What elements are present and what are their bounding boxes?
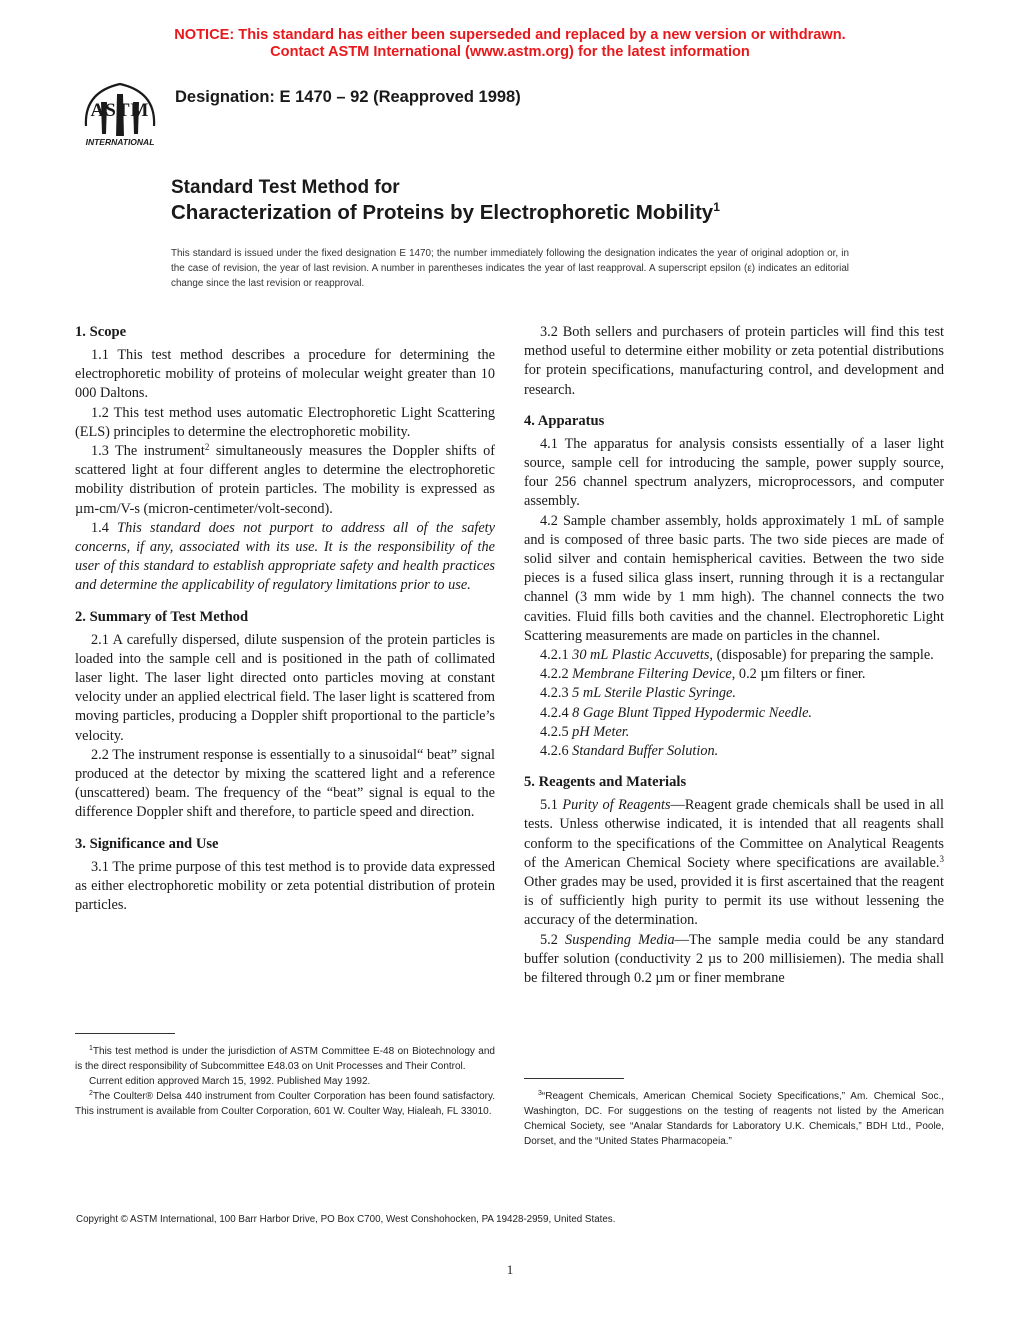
footnote-rule-right xyxy=(524,1078,624,1079)
logo-subtext: INTERNATIONAL xyxy=(85,137,155,147)
para-4-2-6-num: 4.2.6 xyxy=(540,743,569,760)
section-heading-summary: 2. Summary of Test Method xyxy=(75,608,249,625)
para-5-2-em: Suspending Media xyxy=(565,931,675,948)
para-4-2-2-em: Membrane Filtering Device, xyxy=(572,666,736,683)
para-4-2-1-em: 30 mL Plastic Accuvetts, xyxy=(572,647,714,664)
footnote-ref-2: 2 xyxy=(204,442,210,453)
title-footnote-ref: 1 xyxy=(713,200,720,214)
withdrawn-notice xyxy=(0,27,1020,61)
para-4-2-4-em: 8 Gage Blunt Tipped Hypodermic Needle. xyxy=(572,704,812,721)
notice-line-2: Contact ASTM International (www.astm.org) for the latest information xyxy=(270,44,750,60)
para-5-1-em: Purity of Reagents xyxy=(562,797,671,814)
para-5-2-rest: —The sample media could be any standard buffer solution (conductivity 2 µs to 200 millisiemen). The media shall be filtered through 0.2 µm or finer membrane xyxy=(524,931,944,987)
footnote-1-edition: Current edition approved March 15, 1992. Published May 1992. xyxy=(89,1076,371,1087)
para-3-1: 3.1 The prime purpose of this test method is to provide data expressed as either electrophoretic mobility or zeta potential distribution of protein particles. xyxy=(75,858,495,914)
para-4-2-5 xyxy=(524,723,944,742)
para-5-1-num: 5.1 xyxy=(540,797,558,814)
footnote-3 xyxy=(524,1089,944,1149)
footnote-2-text: The Coulter® Delsa 440 instrument from Coulter Corporation has been found satisfactory. This instrument is available from Coulter Corporation, 601 W. Coulter Way, Hialeah, FL 33010. xyxy=(75,1091,495,1117)
footnote-ref-3: 3 xyxy=(939,853,944,864)
copyright: Copyright © ASTM International, 100 Barr Harbor Drive, PO Box C700, West Conshohocken, PA 19428-2959, United States. xyxy=(76,1214,616,1225)
section-heading-apparatus: 4. Apparatus xyxy=(524,412,605,429)
notice-line-1: NOTICE: This standard has either been superseded and replaced by a new version or withdrawn. xyxy=(174,27,846,43)
para-4-2-6 xyxy=(524,742,944,761)
para-1-2: 1.2 This test method uses automatic Electrophoretic Light Scattering (ELS) principles to determine the electrophoretic mobility. xyxy=(75,404,495,440)
designation: Designation: E 1470 – 92 (Reapproved 1998) xyxy=(175,88,521,106)
para-1-3 xyxy=(75,442,495,519)
para-4-2-3 xyxy=(524,684,944,703)
issuance-statement: This standard is issued under the fixed designation E 1470; the number immediately following the designation indicates the year of original adoption or, in the case of revision, the year of last revision. A number in parentheses indicates the year of last reapproval. A superscript epsilon (ε) indicates an editorial change since the last revision or reapproval. xyxy=(171,248,849,289)
footnote-2-ref: 2 xyxy=(89,1090,93,1097)
footnote-1 xyxy=(75,1044,495,1074)
astm-logo xyxy=(76,72,164,152)
footnote-3-text: “Reagent Chemicals, American Chemical Society Specifications,” Am. Chemical Soc., Washington, DC. For suggestions on the testing of reagents not listed by the American Chemical Society, see “Analar Standards for Laboratory U.K. Chemicals,” BDH Ltd., Poole, Dorset, and the “United States Pharmacopeia.” xyxy=(524,1091,944,1147)
para-4-2-2-rest: 0.2 µm filters or finer. xyxy=(735,666,866,683)
para-1-4-text: This standard does not purport to address all of the safety concerns, if any, associated with its use. It is the responsibility of the user of this standard to establish appropriate safety and health practices and determine the applicability of regulatory limitations prior to use. xyxy=(75,519,495,594)
para-4-2-5-num: 4.2.5 xyxy=(540,723,569,740)
para-1-3-a: 1.3 The instrument xyxy=(91,443,205,460)
para-4-2-6-em: Standard Buffer Solution. xyxy=(572,743,719,760)
para-4-2-3-em: 5 mL Sterile Plastic Syringe. xyxy=(572,685,736,702)
para-4-2-2 xyxy=(524,665,944,684)
para-4-2: 4.2 Sample chamber assembly, holds approximately 1 mL of sample and is composed of three basic parts. The two side pieces are made of solid silver and contain hemispherical cavities. Between the two side pieces is a fused silica glass insert, running through it is a rectangular channel (3 mm wide by 1 mm high). The channel connects the two cavities. Fluid fills both cavities and the channel. Electrophoretic Light Scattering measurements are made on particles in the channel. xyxy=(524,512,944,644)
para-1-4 xyxy=(75,519,495,596)
title-line-1: Standard Test Method for xyxy=(171,177,400,198)
para-1-3-b: simultaneously measures the Doppler shifts of scattered light at four different angles to determine the electrophoretic mobility distribution of protein particles. The mobility is expressed as µm-cm/V-s (micron-centimeter/volt-second). xyxy=(75,443,495,517)
footnotes-right xyxy=(524,1089,944,1149)
para-4-2-1 xyxy=(524,646,944,665)
section-heading-scope: 1. Scope xyxy=(75,324,127,340)
para-4-2-5-em: pH Meter. xyxy=(572,723,630,740)
page-number: 1 xyxy=(506,1262,514,1277)
footnote-2 xyxy=(75,1089,495,1119)
para-5-2-num: 5.2 xyxy=(540,931,558,948)
para-5-1-a: —Reagent grade chemicals shall be used in all tests. Unless otherwise indicated, it is intended that all reagents shall conform to the specifications of the Committee on Analytical Reagents of the American Chemical Society where specifications are available. xyxy=(524,797,944,871)
title-main: Characterization of Proteins by Electrophoretic Mobility xyxy=(171,201,714,224)
para-4-1: 4.1 The apparatus for analysis consists essentially of a laser light source, sample cell for introducing the sample, power supply source, four 256 channel spectrum analyzers, microprocessors, and computer assembly. xyxy=(524,435,944,510)
title-line-2 xyxy=(171,200,720,226)
footnote-3-ref: 3 xyxy=(538,1090,542,1097)
document-title xyxy=(171,175,720,226)
footnote-1-ref: 1 xyxy=(89,1045,93,1052)
para-5-2 xyxy=(524,931,944,989)
para-5-1-b: Other grades may be used, provided it is first ascertained that the reagent is of sufficiently high purity to permit its use without lessening the accuracy of the determination. xyxy=(524,874,944,929)
logo-text: ASTM xyxy=(90,100,150,121)
para-4-2-3-num: 4.2.3 xyxy=(540,685,569,702)
section-heading-reagents: 5. Reagents and Materials xyxy=(524,774,687,791)
para-4-2-4 xyxy=(524,704,944,723)
para-4-2-2-num: 4.2.2 xyxy=(540,666,569,683)
section-heading-significance: 3. Significance and Use xyxy=(75,835,219,852)
footnote-rule-left xyxy=(75,1033,175,1034)
para-5-1 xyxy=(524,796,944,930)
footnotes-left xyxy=(75,1044,495,1119)
para-4-2-1-num: 4.2.1 xyxy=(540,647,569,664)
para-4-2-1-rest: (disposable) for preparing the sample. xyxy=(713,647,934,664)
left-column xyxy=(75,323,495,915)
para-4-2-4-num: 4.2.4 xyxy=(540,704,569,721)
right-column xyxy=(524,323,944,988)
para-3-2: 3.2 Both sellers and purchasers of protein particles will find this test method useful to determine either mobility or zeta potential distributions for protein specifications, manufacturing control, and development and research. xyxy=(524,324,944,398)
para-1-4-num: 1.4 xyxy=(91,519,109,536)
para-2-1: 2.1 A carefully dispersed, dilute suspension of the protein particles is loaded into the sample cell and is positioned in the path of collimated laser light. The laser light directed onto particles moving at constant velocity under an applied electrical field. The laser light is scattered from moving particles, producing a Doppler shift proportional to the particle’s velocity. xyxy=(75,631,495,744)
footnote-1-text: This test method is under the jurisdiction of ASTM Committee E-48 on Biotechnology and is the direct responsibility of Subcommittee E48.03 on Unit Processes and Their Control. xyxy=(75,1046,495,1072)
para-1-1: 1.1 This test method describes a procedure for determining the electrophoretic mobility of proteins of molecular weight greater than 10 000 Daltons. xyxy=(75,347,495,402)
para-2-2: 2.2 The instrument response is essentially to a sinusoidal“ beat” signal produced at the detector by mixing the scattered light and a reference (unscattered) beam. The frequency of the “beat” signal is equal to the difference Doppler shift and therefore, to particle speed and direction. xyxy=(75,746,495,821)
